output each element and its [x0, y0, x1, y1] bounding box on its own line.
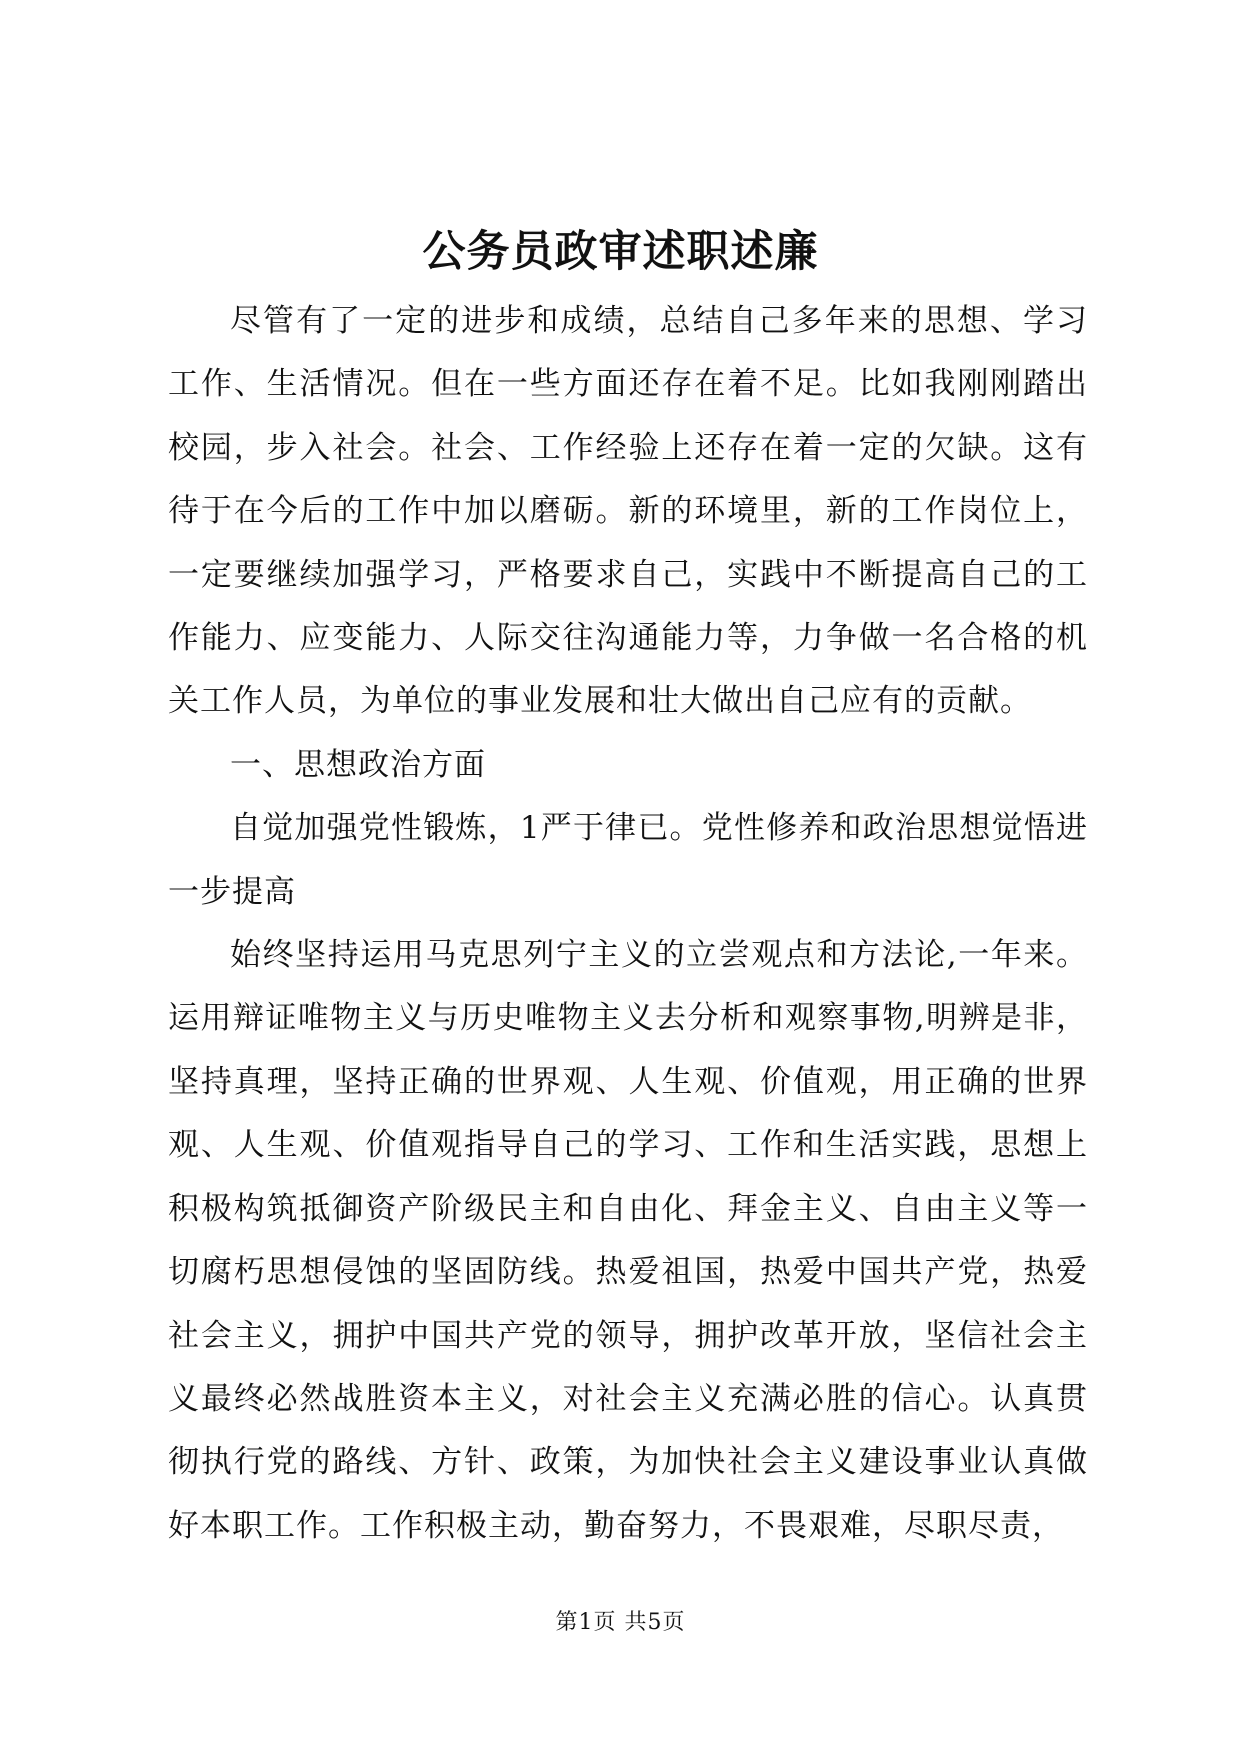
paragraph-intro: 尽管有了一定的进步和成绩，总结自己多年来的思想、学习工作、生活情况。但在一些方面还存在着不足。比如我刚刚踏出校园，步入社会。社会、工作经验上还存在着一定的欠缺。这有待于在今后的工作中加以磨砺。新的环境里，新的工作岗位上，一定要继续加强学习，严格要求自己，实践中不断提高自己的工作能力、应变能力、人际交往沟通能力等，力争做一名合格的机关工作人员，为单位的事业发展和壮大做出自己应有的贡献。: [168, 303, 1088, 720]
paragraph-marxist-methodology: 始终坚持运用马克思列宁主义的立尝观点和方法论,一年来。运用辩证唯物主义与历史唯物主义去分析和观察事物,明辨是非，坚持真理，坚持正确的世界观、人生观、价值观，用正确的世界观、人生观、价值观指导自己的学习、工作和生活实践，思想上积极构筑抵御资产阶级民主和自由化、拜金主义、自由主义等一切腐朽思想侵蚀的坚固防线。热爱祖国，热爱中国共产党，热爱社会主义，拥护中国共产党的领导，拥护改革开放，坚信社会主义最终必然战胜资本主义，对社会主义充满必胜的信心。认真贯彻执行党的路线、方针、政策，为加快社会主义建设事业认真做好本职工作。工作积极主动，勤奋努力，不畏艰难，尽职尽责，: [168, 937, 1088, 1544]
section-heading-ideology-politics: 一、思想政治方面: [230, 746, 486, 783]
document-title: 公务员政审述职述廉: [422, 227, 819, 277]
paragraph-party-discipline: 自觉加强党性锻炼，1严于律已。党性修养和政治思想觉悟进一步提高: [168, 810, 1088, 910]
page-number-footer: 第1页 共5页: [555, 1610, 686, 1635]
document-body: [168, 290, 1088, 1558]
